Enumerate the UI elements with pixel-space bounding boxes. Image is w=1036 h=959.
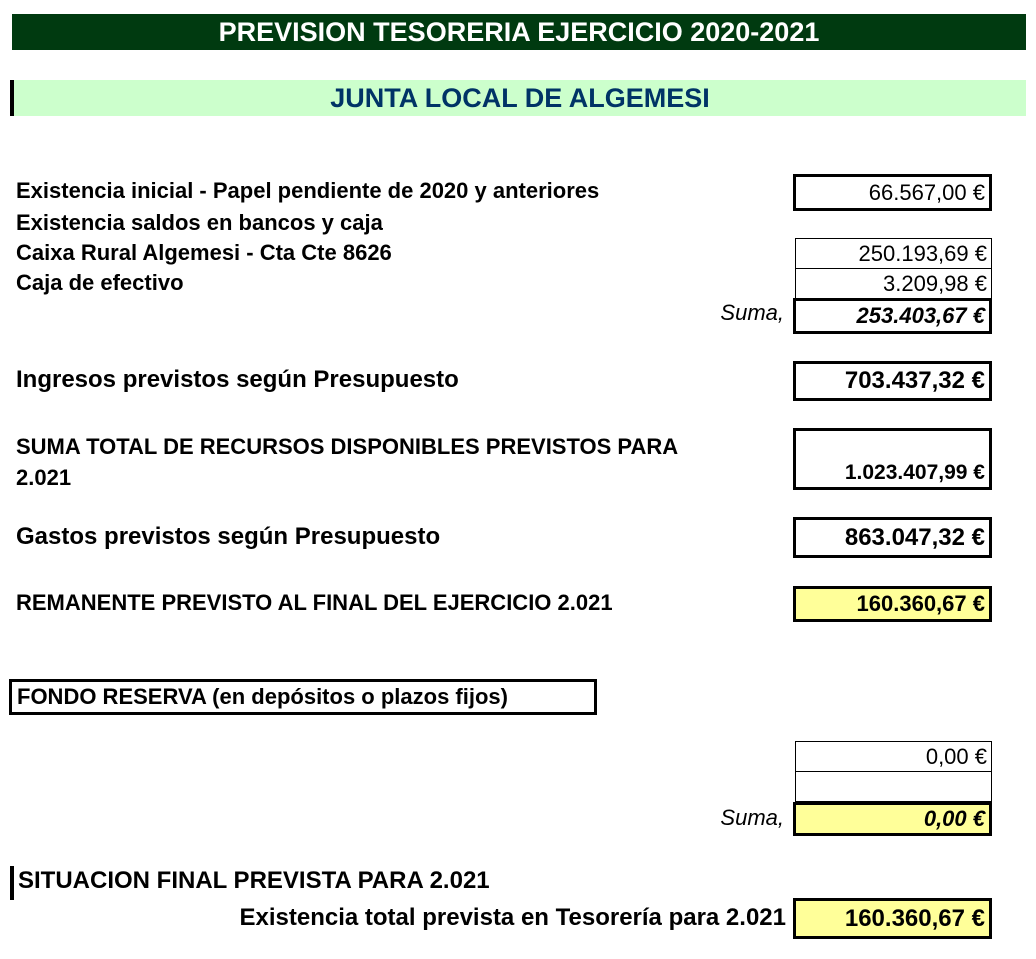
situacion-final-heading: SITUACION FINAL PREVISTA PARA 2.021 [10,866,490,900]
gastos-label: Gastos previstos según Presupuesto [16,523,441,550]
fondo-reserva-heading: FONDO RESERVA (en depósitos o plazos fijos) [9,679,597,715]
fondo-value-2[interactable] [795,771,992,802]
fondo-value-1[interactable]: 0,00 € [795,741,992,772]
gastos-value[interactable]: 863.047,32 € [793,517,992,558]
existencia-inicial-label: Existencia inicial - Papel pendiente de 2020 y anteriores [16,178,600,203]
total-recursos-label-line1: SUMA TOTAL DE RECURSOS DISPONIBLES PREVISTOS PARA [16,434,679,459]
existencia-total-label: Existencia total prevista en Tesorería para 2.021 [239,904,786,931]
total-recursos-value[interactable]: 1.023.407,99 € [793,428,992,490]
ingresos-value[interactable]: 703.437,32 € [793,361,992,401]
page-subtitle: JUNTA LOCAL DE ALGEMESI [10,80,1026,116]
suma-label: Suma, [720,300,784,325]
total-recursos-label-line2: 2.021 [16,465,72,490]
existencia-inicial-value[interactable]: 66.567,00 € [793,174,992,211]
caixa-label: Caixa Rural Algemesi - Cta Cte 8626 [16,240,392,265]
remanente-value[interactable]: 160.360,67 € [793,586,992,622]
page-title: PREVISION TESORERIA EJERCICIO 2020-2021 [12,14,1026,50]
remanente-label: REMANENTE PREVISTO AL FINAL DEL EJERCICIO 2.021 [16,590,613,615]
suma-value[interactable]: 253.403,67 € [793,298,992,334]
caja-label: Caja de efectivo [16,270,184,295]
fondo-suma-label: Suma, [720,805,784,830]
ingresos-label: Ingresos previstos según Presupuesto [16,366,459,393]
existencia-total-value[interactable]: 160.360,67 € [793,898,992,939]
caixa-value[interactable]: 250.193,69 € [795,238,992,269]
caja-value[interactable]: 3.209,98 € [795,268,992,299]
fondo-suma-value[interactable]: 0,00 € [793,802,992,836]
saldos-label: Existencia saldos en bancos y caja [16,210,383,235]
